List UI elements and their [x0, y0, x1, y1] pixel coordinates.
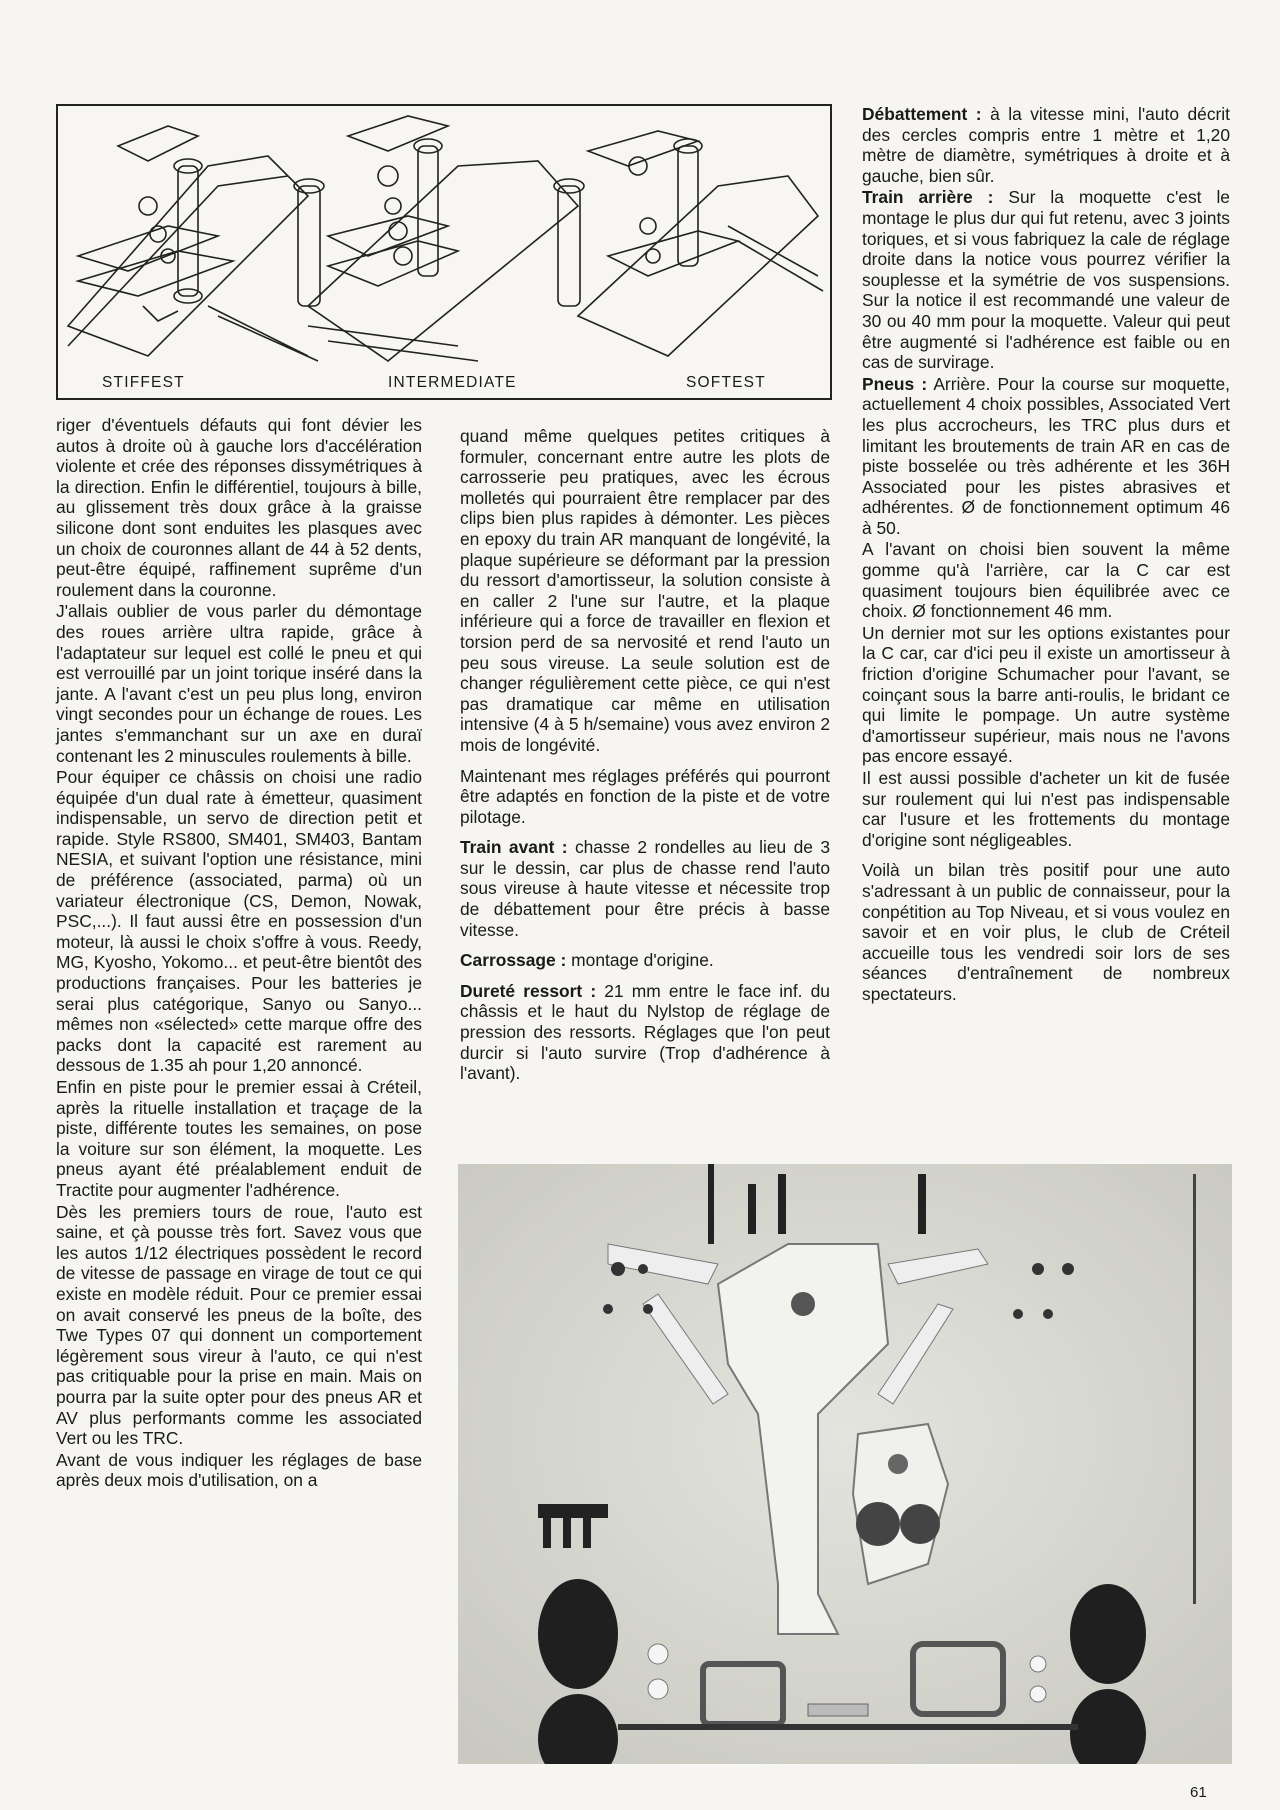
paragraph: Pour équiper ce châssis on choisi une radio équipée d'un dual rate à émetteur, quasiment indispensable, un servo de direction petit et rapide. Style RS800, SM401, SM403, Bantam NESIA, et suivant l'option une résistance, mini de préférence (associated, parma) où un variateur électronique (CS, Demon, Nowak, PSC,...). Il faut aussi être en possession d'un moteur, là aussi le choix s'offre à vous. Reedy, MG, Kyosho, Yokomo... et peut-être bientôt des productions françaises. Pour les batteries je serai plus catégorique, Sanyo ou Sanyo... mêmes non «sélected» cette marque offre des packs dont la capacité est rarement au dessous de 1.35 ah pour 1,20 annoncé. — [56, 767, 422, 1076]
paragraph: Avant de vous indiquer les réglages de base après deux mois d'utilisation, on a — [56, 1449, 422, 1491]
debattement-text: à la vitesse mini, l'auto décrit des cercles compris entre 1 mètre et 1,20 mètre de diamètre, symétriques à droite et à gauche, bien sûr. — [862, 104, 1230, 186]
train-avant-text: chasse 2 rondelles au lieu de 3 sur le dessin, car plus de chasse rend l'auto sous vireuse à haute vitesse et nécessite trop de débattement pour être précis à basse vitesse. — [460, 837, 830, 940]
paragraph: Maintenant mes réglages préférés qui pourront être adaptés en fonction de la piste et de votre pilotage. — [460, 765, 830, 827]
article-column-1 — [56, 415, 422, 1492]
carrossage-label: Carrossage : — [460, 950, 567, 971]
paragraph: Il est aussi possible d'acheter un kit de fusée sur roulement qui lui n'est pas indispensable car l'usure et les frottements du montage d'origine sont négligeables. — [862, 768, 1230, 850]
debattement-label: Débattement : — [862, 104, 982, 124]
durete-label: Dureté ressort : — [460, 980, 597, 1001]
paragraph: Voilà un bilan très positif pour une auto s'adressant à un public de connaisseur, pour la conpétition au Top Niveau, et si vous voulez en savoir et en voir plus, le club de Créteil accueille tous les vendredi soir lors de ses séances d'entraînement de nombreux spectateurs. — [862, 860, 1230, 1004]
pneus-paragraph — [862, 374, 1230, 539]
paragraph: A l'avant on choisi bien souvent la même gomme qu'à l'arrière, car la C car est quasiment toujours bien équilibrée avec ce choix. Ø fonctionnement 46 mm. — [862, 539, 1230, 622]
paragraph: riger d'éventuels défauts qui font dévier les autos à droite où à gauche lors d'accélération violente et crée des réponses dissymétriques à la direction. Enfin le différentiel, toujours à bille, au glissement très doux grâce à la graisse silicone dont sont enduites les plasques avec un choix de couronnes allant de 44 à 52 dents, peut-être équipé, raffinement suprême d'un roulement dans la couronne. — [56, 415, 422, 600]
train-arriere-text: Sur la moquette c'est le montage le plus dur qui fut retenu, avec 3 joints toriques, et si vous fabriquez la cale de réglage droite dans la notice vous pourrez vérifier la souplesse et la symétrie de vos suspensions. Sur la notice il est recommandé une valeur de 30 ou 40 mm pour la moquette. Valeur qui peut être augmenté si l'adhérence est faible ou en cas de survirage. — [862, 187, 1230, 373]
durete-paragraph — [460, 981, 830, 1084]
debattement-paragraph — [862, 104, 1230, 186]
caption-softest: SOFTEST — [686, 374, 766, 391]
paragraph: quand même quelques petites critiques à formuler, concernant entre autre les plots de carrosserie peu pratiques, avec les écrous molletés qui pourraient être remplacer par des clips bien plus rapides à démonter. Les pièces en epoxy du train AR manquant de longévité, la plaque supérieure se déformant par la pression du ressort d'amortisseur, la solution consiste à en caller 2 l'une sur l'autre, et la plaque inférieure qui a force de travailler en flexion et torsion perd de sa nervosité et rend l'auto un peu sous vireuse. La seule solution est de changer régulièrement cette pièce, ce qui n'est pas dramatique car même en utilisation intensive (4 à 5 h/semaine) vous avez environ 2 mois de longévité. — [460, 426, 830, 755]
paragraph: J'allais oublier de vous parler du démontage des roues arrière ultra rapide, grâce à l'adaptateur sur lequel est collé le pneu et qui est verrouillé par un joint torique inséré dans la jante. A l'avant c'est un peu plus long, environ vingt secondes pour un échange de roues. Les jantes s'emmanchant sur un axe en duraï contenant les 2 minuscules roulements à bille. — [56, 601, 422, 766]
suspension-figure — [56, 104, 832, 400]
durete-text: 21 mm entre le face inf. du châssis et le haut du Nylstop de réglage de pression des ressorts. Réglages que l'on peut durcir si l'auto survire (Trop d'adhérence à l'avant). — [460, 980, 830, 1084]
stiffest-diagram — [68, 126, 318, 361]
paragraph: Enfin en piste pour le premier essai à Créteil, après la rituelle installation et traçage de la piste, différente toutes les semaines, on pose la voiture sur son élément, la moquette. Les pneus ayant été préalablement enduit de Tractite pour augmenter l'adhérence. — [56, 1077, 422, 1200]
chassis-parts-photo — [458, 1164, 1232, 1764]
softest-diagram — [554, 131, 823, 356]
intermediate-diagram — [294, 116, 578, 361]
train-arriere-paragraph — [862, 187, 1230, 372]
pneus-text: Arrière. Pour la course sur moquette, actuellement 4 choix possibles, Associated Vert les plus accrocheurs, les TRC plus durs et limitant les broutements de train AR en cas de piste bosselée ou très adhérente et les 36H Associated pour les pistes abrasives et adhérentes. Ø de fonctionnement optimum 46 à 50. — [862, 373, 1231, 538]
train-arriere-label: Train arrière : — [862, 187, 994, 208]
article-column-2 — [460, 426, 830, 1085]
page-number: 61 — [1190, 1784, 1207, 1801]
caption-stiffest: STIFFEST — [102, 374, 185, 391]
paragraph: Un dernier mot sur les options existantes pour la C car, car d'ici peu il existe un amortisseur à friction d'origine Schumacher pour l'avant, se coinçant sous la barre anti-roulis, le bridant ce qui limite le pompage. Un autre système d'amortisseur supérieur, mais nous ne l'avons pas encore essayé. — [862, 622, 1230, 767]
carrossage-paragraph — [460, 950, 830, 971]
paragraph: Dès les premiers tours de roue, l'auto est saine, et çà pousse très fort. Savez vous que les autos 1/12 électriques possèdent le record de vitesse de passage en virage de tout ce qui existe en modèle réduit. Pour ce premier essai on avait conservé les pneus de la boîte, des Twe Types 07 qui donnent un comportement légèrement sous vireur à l'auto, ce qui n'est pas critiquable pour la prise en main. Mais on pourra par la suite opter pour des pneus AR et AV plus performants comme les associated Vert ou les TRC. — [56, 1201, 422, 1449]
chassis-parts-illustration — [458, 1164, 1232, 1764]
suspension-diagrams — [58, 106, 830, 366]
carrossage-text: montage d'origine. — [571, 950, 714, 971]
pneus-label: Pneus : — [862, 373, 928, 394]
train-avant-paragraph — [460, 837, 830, 940]
train-avant-label: Train avant : — [460, 837, 568, 858]
caption-intermediate: INTERMEDIATE — [388, 374, 517, 391]
article-column-3 — [862, 104, 1230, 1006]
